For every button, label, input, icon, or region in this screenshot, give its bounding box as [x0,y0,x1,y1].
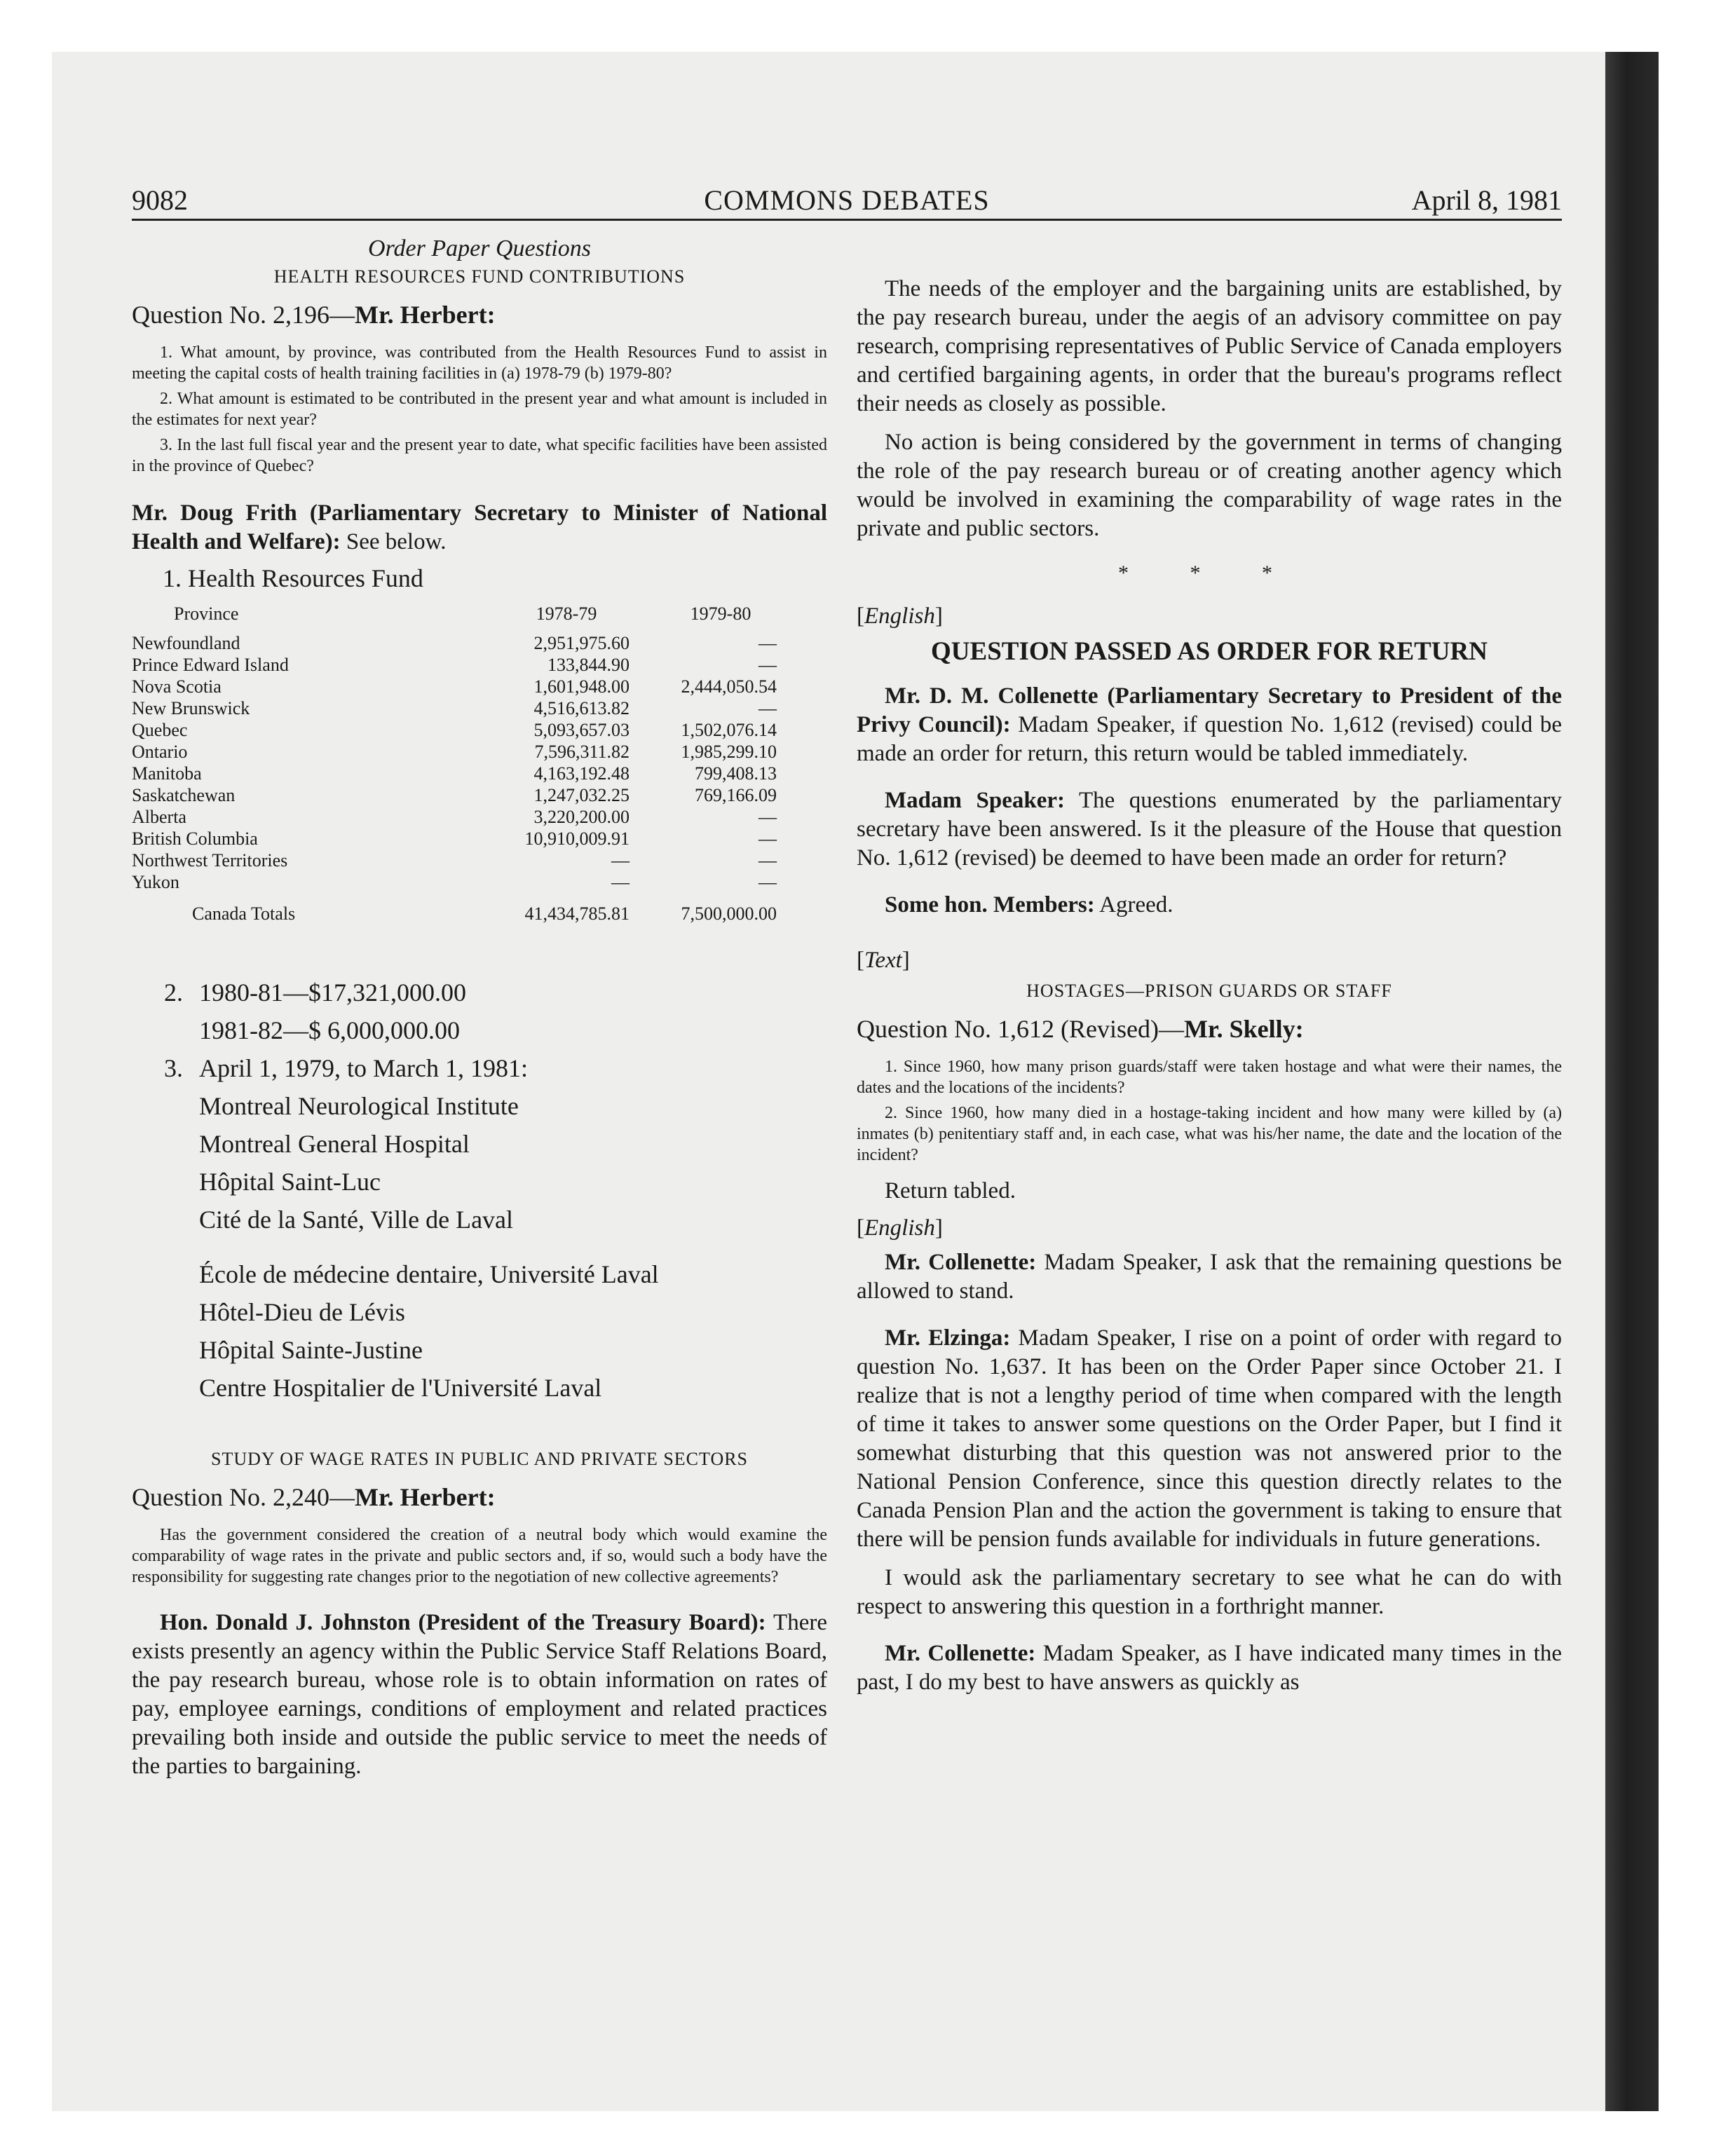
question-item: 2. What amount is estimated to be contributed in the present year and what amount is included in the estimates for next year? [132,390,827,429]
table-row: Yukon — — [132,872,777,892]
facility-item: Cité de la Santé, Ville de Laval [199,1206,514,1234]
statement-collenette: Mr. D. M. Collenette (Parliamentary Secretary to President of the Privy Council): Madam Speaker, if question No. 1,612 (revised) could be made an order for return, this return would be tabled immediately. [857,683,1562,766]
facility-item: Hôtel-Dieu de Lévis [199,1298,405,1326]
answer-johnston: Hon. Donald J. Johnston (President of the Treasury Board): There exists presently an agency within the Public Service Staff Relations Board, the pay research bureau, whose role is to obtain information on rates of pay, employee earnings, conditions of employment and related practices prevailing both inside and outside the public service to meet the needs of the parties to bargaining. [132,1610,827,1779]
answer-frith: Mr. Doug Frith (Parliamentary Secretary to Minister of National Health and Welfare): See below. [132,500,827,554]
section-heading-order-return: QUESTION PASSED AS ORDER FOR RETURN [931,637,1488,666]
list-item: 1981-82—$ 6,000,000.00 [199,1016,460,1044]
binding-edge [1605,52,1659,2111]
paragraph: I would ask the parliamentary secretary to see what he can do with respect to answering this question in a forthright manner. [857,1565,1562,1619]
left-column [132,236,827,1791]
publication-title: COMMONS DEBATES [704,184,990,216]
publication-date: April 8, 1981 [1411,184,1562,216]
table-header-province: Province [174,603,239,624]
facility-item: Hôpital Sainte-Justine [199,1336,423,1364]
facility-item: Centre Hospitalier de l'Université Laval [199,1374,602,1402]
question-item: 2. Since 1960, how many died in a hostage-taking incident and how many were killed by (a) inmates (b) penitentiary staff and, in each case, what was his/her name, the date and the location of the incident? [857,1104,1562,1164]
question-heading-1612: Question No. 1,612 (Revised)—Mr. Skelly: [857,1015,1304,1043]
table-totals-row: Canada Totals 41,434,785.81 7,500,000.00 [192,903,777,924]
language-tag: [English] [857,603,943,629]
facility-item: Montreal General Hospital [199,1130,470,1158]
table-row: Prince Edward Island 133,844.90 — [132,655,777,675]
question-item: Has the government considered the creation of a neutral body which would examine the comparability of wage rates in the private and public sectors and, if so, would such a body have the responsibility for suggesting rate changes prior to the negotiation of new collective agreements? [132,1526,827,1586]
right-column [857,275,1562,1707]
statement-members: Some hon. Members: Agreed. [885,892,1173,917]
facility-item: Montreal Neurological Institute [199,1092,519,1120]
table-row: Alberta 3,220,200.00 — [132,807,777,827]
table-header-1979: 1979-80 [690,603,751,624]
section-title-hostages: HOSTAGES—PRISON GUARDS OR STAFF [1026,981,1392,1001]
table-header-1978: 1978-79 [536,603,597,624]
table-row: New Brunswick 4,516,613.82 — [132,698,777,718]
return-tabled: Return tabled. [885,1178,1016,1203]
question-item: 3. In the last full fiscal year and the present year to date, what specific facilities have been assisted in the province of Quebec? [132,436,827,475]
table-row: Nova Scotia 1,601,948.00 2,444,050.54 [132,676,777,697]
table-row: Quebec 5,093,657.03 1,502,076.14 [132,720,777,740]
section-separator: * * * [1118,561,1300,585]
section-italic-heading: Order Paper Questions [368,236,591,261]
answer-list [132,974,827,1407]
list-item: 3. April 1, 1979, to March 1, 1981: [164,1054,528,1082]
question-item: 1. What amount, by province, was contributed from the Health Resources Fund to assist in meeting the capital costs of health training facilities in (a) 1978-79 (b) 1979-80? [132,343,827,383]
page-number: 9082 [132,184,188,216]
statement-elzinga: Mr. Elzinga: Madam Speaker, I rise on a point of order with regard to question No. 1,637. It has been on the Order Paper since October 21. I realize that is not a lengthy period of time when compared with the length of time it takes to answer some questions on the Order Paper, but I find it somewhat disturbing that this question was not answered prior to the National Pension Conference, since this question directly relates to the Canada Pension Plan and the action the government is taking to ensure that there will be pension funds available for individuals in future generations. [857,1325,1562,1552]
question-heading-2240: Question No. 2,240—Mr. Herbert: [132,1483,496,1511]
table-header-row [132,603,827,632]
page-header [132,184,1562,221]
facility-item: École de médecine dentaire, Université Laval [199,1260,659,1288]
table-row: Manitoba 4,163,192.48 799,408.13 [132,763,777,784]
table-row: Saskatchewan 1,247,032.25 769,166.09 [132,785,777,805]
section-title-health: HEALTH RESOURCES FUND CONTRIBUTIONS [273,266,686,287]
language-tag: [Text] [857,948,910,973]
contributions-table [132,603,827,925]
table-row: Newfoundland 2,951,975.60 — [132,633,777,653]
table-row: Northwest Territories — — [132,850,777,871]
facility-item: Hôpital Saint-Luc [199,1168,381,1196]
table-row: Ontario 7,596,311.82 1,985,299.10 [132,742,777,762]
language-tag: [English] [857,1215,943,1241]
fund-heading: 1. Health Resources Fund [163,564,423,592]
statement-collenette-2: Mr. Collenette: Madam Speaker, I ask that the remaining questions be allowed to stand. [857,1250,1562,1304]
table-row: British Columbia 10,910,009.91 — [132,828,777,849]
list-item: 2. 1980-81—$17,321,000.00 [164,978,466,1007]
question-item: 1. Since 1960, how many prison guards/staff were taken hostage and what were their names, the dates and the locations of the incidents? [857,1058,1562,1097]
paragraph: No action is being considered by the government in terms of changing the role of the pay research bureau or of creating another agency which would be involved in examining the comparability of wage rates in the private and public sectors. [857,430,1562,541]
statement-speaker: Madam Speaker: The questions enumerated by the parliamentary secretary have been answered. Is it the pleasure of the House that question No. 1,612 (revised) be deemed to have been made an order for return? [857,788,1562,871]
statement-collenette-3: Mr. Collenette: Madam Speaker, as I have indicated many times in the past, I do my best to have answers as quickly as [857,1641,1562,1695]
paragraph: The needs of the employer and the bargaining units are established, by the pay research bureau, under the aegis of an advisory committee on pay research, comprising representatives of Public Service of Canada employers and certified bargaining agents, in order that the bureau's programs reflect their needs as closely as possible. [857,276,1562,416]
section-title-wages: STUDY OF WAGE RATES IN PUBLIC AND PRIVATE SECTORS [210,1449,749,1469]
question-heading-2196: Question No. 2,196—Mr. Herbert: [132,301,496,329]
